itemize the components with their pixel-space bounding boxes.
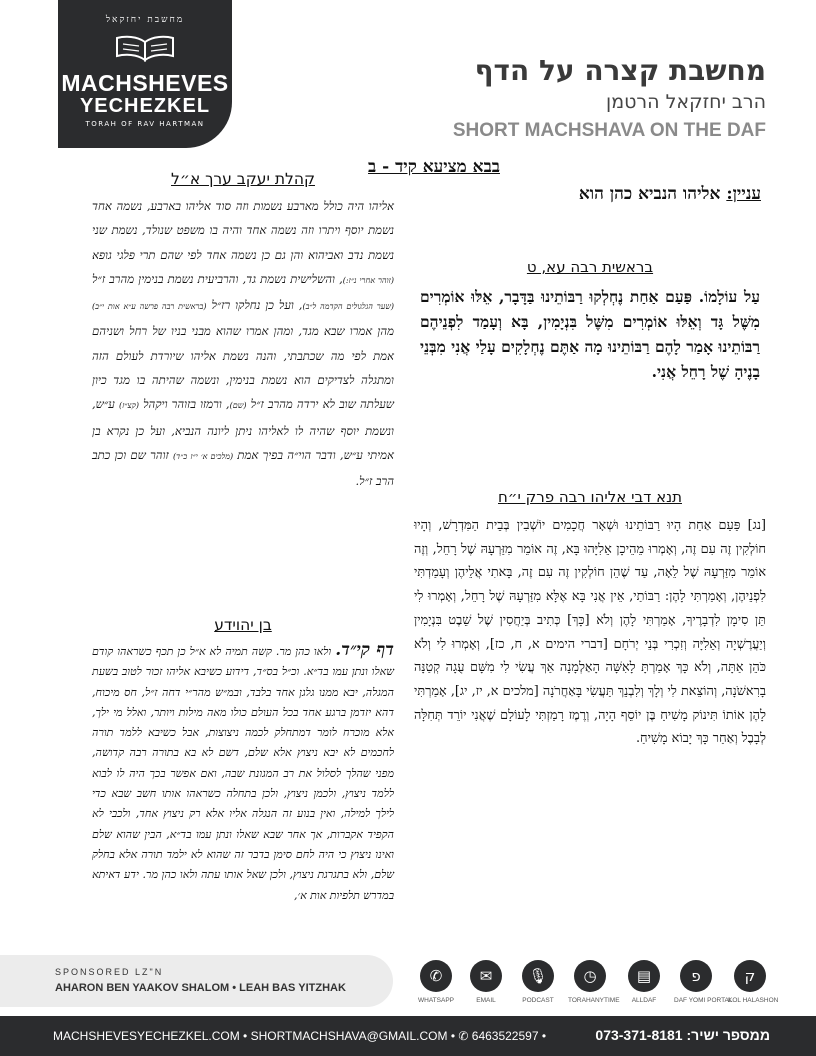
citation: (מלכים א׳ י״ז כ״ד) (173, 451, 234, 461)
logo-line2: YECHEZKEL (79, 95, 211, 117)
masechet-heading: בבא מציעא קיד - ב (368, 157, 500, 177)
page-title: מחשבת קצרה על הדף (474, 54, 766, 87)
source-text: אליהו היה כולל מארבע נשמות וזה סוד אליהו בארבע, נשמה אחד נשמת יוסף ויתרו וזה נשמה אחד והיה בו משפט שנולד, נשמת שני נשמת נדב ואביהוא והן גם כן נשמה אחד לפי שהם תרי פלגי גופא (זוהר אחרי נ״ז:), והשלישית נשמת גד, והרביעית נשמת בנימין מהרב ז״ל (שער הגלגולים הקדמה ל״ב), ועל כן נחלקו רז״ל (בראשית רבה פרשה ע״א אות י״ב) מהן אמרו שבא מגד, ומהן אמרו שהוא מבני בניו של רחל ושניהם אמת לפי מה שכתבתי, והנה נשמת אליהו שיורדת לעולם הזה ומתגלה לצדיקים הוא נשמת בנימין, ונשמה שהיתה בו מגד כיון שעלתה שוב לא ירדה מהרב ז״ל (שם), ורמזו בזוהר ויקהל (קצ״ז) ע״ש, ונשמת יוסף שהיה לו לאליהו ניתן ליונה הנביא, ועל כן נקרא בן אמיתי ע״ש, ודבר הוי״ה בפיך אמת (מלכים א׳ י״ז כ״ד) זוהר שם וכן כתב הרב ז״ל. (92, 199, 395, 489)
sponsor-names: AHARON BEN YAAKOV SHALOM • LEAH BAS YITZHAK (55, 982, 346, 994)
source-text: דף קי״ד. ולאו כהן מר. קשה תמיה לא א״ל כן תכף כשראהו קודם שאלו ונתן עמו בד״א. וכ״ל בס״ד, דידוע כשיבא אליהו זכור לטוב בשעת המגלה, יבא ממנו גלגן אחד בלבד, ובמ״ש מהר״י דחה ז״ל, חס מיכוח, דהא יזדמן ברגע אחד בכל העולם כולו מאה מילות ויותר, ואלל מי ילך, אלא מוכרח לומר דמתחלק לכמה ניצוצות, אבל כשיבא ללמד תורה לחכמים לא יבא ניצוץ אלא שלם, דשם לא בא בתורה רבה קדושה, מפני שהלך לסלול את רב המגונת שבה, ואם אפשר בכך היה לו לבוא ללמד ניצוץ, ולכמן ניצוץ, ולכן בתחלה כשראהו אותו חשב שבא כדי לילך למילה, ואין בנוע זה הנגלה אליו אלא רק ניצוץ אחד, ולכבי לא הקפיד אקברות, אך אחר שבא שאלו ונתן עמו בד״א, הבין שהוא שלם ואינו ניצוץ כי היה לחם סימן בדבר זה שהוא לא ילמד תורה אלא בחלק שלם, ולא בתגרגת ניצוץ, ולכן שאל אותו עתה ולאו כהן מר. ידע דאיתא במדרש תלפיות אות א׳, (92, 640, 394, 902)
logo (58, 0, 232, 148)
dafyomi-portal-icon: פ (680, 960, 712, 992)
alldaf-link[interactable]: ▤ ALLDAF (622, 960, 666, 1004)
source-title: קהלת יעקב ערך א״ל (171, 170, 315, 188)
page-title-english: SHORT MACHSHAVA ON THE DAF (452, 120, 766, 141)
whatsapp-number[interactable]: 6463522597 (471, 1029, 539, 1043)
source-title: תנא דבי אליהו רבה פרק י״ח (498, 488, 682, 506)
logo-top-text: מחשבת יחזקאל (105, 15, 185, 25)
source-text: עַל עוֹלָמוֹ. פַּעַם אַחַת נֶחְלְקוּ רַבּוֹתֵינוּ בַּדָּבָר, אֵלּוּ אוֹמְרִים מִשֶּׁל גָּד וְאֵלּוּ אוֹמְרִים מִשֶּׁל בִּנְיָמִין, בָּא וְעָמַד לִפְנֵיהֶם רַבּוֹתֵינוּ אָמַר לָהֶם רַבּוֹתֵינוּ מָה אַתֶּם נֶחְלָקִים עָלַי אֲנִי מִבְּנֵי בָנֶיהָ שֶׁל רָחֵל אֲנִי. (420, 287, 760, 381)
sponsor-label: SPONSORED LZ"N (55, 967, 164, 977)
email-address-link[interactable]: SHORTMACHSHAVA@GMAIL.COM (250, 1029, 448, 1043)
torahanytime-link[interactable]: ◷ TORAHANYTIME (568, 960, 612, 1004)
phone-number[interactable]: 073-371-8181 (595, 1027, 683, 1043)
logo-tagline: TORAH OF RAV HARTMAN (85, 120, 205, 128)
footer-contacts: MACHSHEVESYECHEZKEL.COM • SHORTMACHSHAVA@GMAIL.COM • ✆ 6463522597 • (53, 1029, 547, 1043)
footer (0, 1016, 816, 1056)
source-kehilas-yaakov (92, 170, 394, 494)
podcast-link[interactable]: 🎙 PODCAST (516, 960, 560, 1004)
topic-text: אליהו הנביא כהן הוא (578, 184, 721, 204)
sponsor-banner (0, 955, 393, 1007)
source-ben-yehoyada (92, 616, 394, 906)
source-title: בראשית רבה עא, ט (526, 258, 654, 276)
logo-line1: MACHSHEVES (61, 70, 229, 96)
email-link[interactable]: ✉ EMAIL (464, 960, 508, 1004)
dafyomi-portal-link[interactable]: פ DAF YOMI PORTAL (674, 960, 718, 1004)
topic-heading (411, 184, 761, 204)
torahanytime-icon: ◷ (574, 960, 606, 992)
daf-reference: דף קי״ד. (335, 640, 394, 660)
citation: (קצ״ז) (119, 401, 139, 411)
citation: (שם) (229, 401, 247, 411)
source-title: בן יהוידע (214, 616, 272, 634)
kolhalashon-icon: ק (734, 960, 766, 992)
footer-phone (595, 1027, 770, 1043)
source-tanna-dvei-eliyahu (414, 488, 766, 751)
citation: (שער הגלגולים הקדמה ל״ב) (302, 302, 395, 312)
kolhalashon-link[interactable]: ק KOL HALASHON (728, 960, 772, 1004)
author-name: הרב יחזקאל הרטמן (606, 91, 766, 113)
topic-label: עניין: (726, 184, 761, 204)
email-icon: ✉ (470, 960, 502, 992)
podcast-icon: 🎙 (522, 960, 554, 992)
whatsapp-small-icon: ✆ (458, 1029, 469, 1043)
whatsapp-link[interactable]: ✆ WHATSAPP (414, 960, 458, 1004)
whatsapp-icon: ✆ (420, 960, 452, 992)
alldaf-icon: ▤ (628, 960, 660, 992)
source-text: [נג] פַּעַם אַחַת הָיוּ רַבּוֹתֵינוּ וּשְׁאָר חֲכָמִים יוֹשְׁבִין בְּבֵית הַמִּדְרָשׁ, וְהָיוּ חוֹלְקִין זֶה עִם זֶה, וְאָמְרוּ מֵהֵיכָן אֵלִיָּהוּ בָּא, זֶה אוֹמֵר מִזַּרְעָהּ שֶׁל רָחֵל, וְזֶה אוֹמֵר מִזַּרְעָהּ שֶׁל לֵאָה, עַד שֶׁהֵן חוֹלְקִין זֶה עִם זֶה, בָּאתִי אֲלֵיהֶן וְעָמַדְתִּי לִפְנֵיהֶן, וְאָמַרְתִּי לָהֶן: רַבּוֹתַי, אֵין אֲנִי בָּא אֶלָּא מִזַּרְעָהּ שֶׁל רָחֵל, וְאָמְרוּ לִי תֵּן סִימָן לִדְבָרֶיךָ, אָמַרְתִּי לָהֶן וְלֹא [כָּךְ] כְּתִיב בְּיַחֲסִין שֶׁל שֵׁבֶט בִּנְיָמִין וְיַעֲרֶשְׁיָה וְאֵלִיָּה וְזִכְרִי בְּנֵי יְרֹחָם [דברי הימים א, ח, כז], וְאָמְרוּ לִי וְלֹא כֹּהֵן אַתָּה, וְלֹא כָּךְ אָמַרְתָּ לָאִשָּׁה הָאַלְמָנָה אַךְ עֲשִׂי לִי מִשָּׁם עֻגָה קְטַנָּה בָרִאשֹׁנָה, וְהוֹצֵאת לִי וְלָךְ וְלִבְנֵךְ תַּעֲשִׂי בָּאַחֲרֹנָה [מלכים א, יז, יג], אָמַרְתִּי לָהֶן אוֹתוֹ תִּינוֹק מָשִׁיחַ בֶּן יוֹסֵף הָיָה, וְרֶמֶז רָמַזְתִּי לָעוֹלָם שֶׁאֲנִי יוֹרֵד תְּחִלָּה לְבָבֶל וְאַחַר כָּךְ יָבוֹא מָשִׁיחַ. (414, 518, 766, 747)
citation: (בראשית רבה פרשה ע״א אות י״ב) (92, 302, 207, 312)
citation: (זוהר אחרי נ״ז:) (342, 275, 394, 285)
book-icon (115, 30, 175, 64)
phone-label: ממספר ישיר: (686, 1027, 770, 1043)
source-bereishis-rabbah (414, 258, 766, 384)
contact-icons (414, 960, 779, 1010)
website-link[interactable]: MACHSHEVESYECHEZKEL.COM (53, 1029, 240, 1043)
